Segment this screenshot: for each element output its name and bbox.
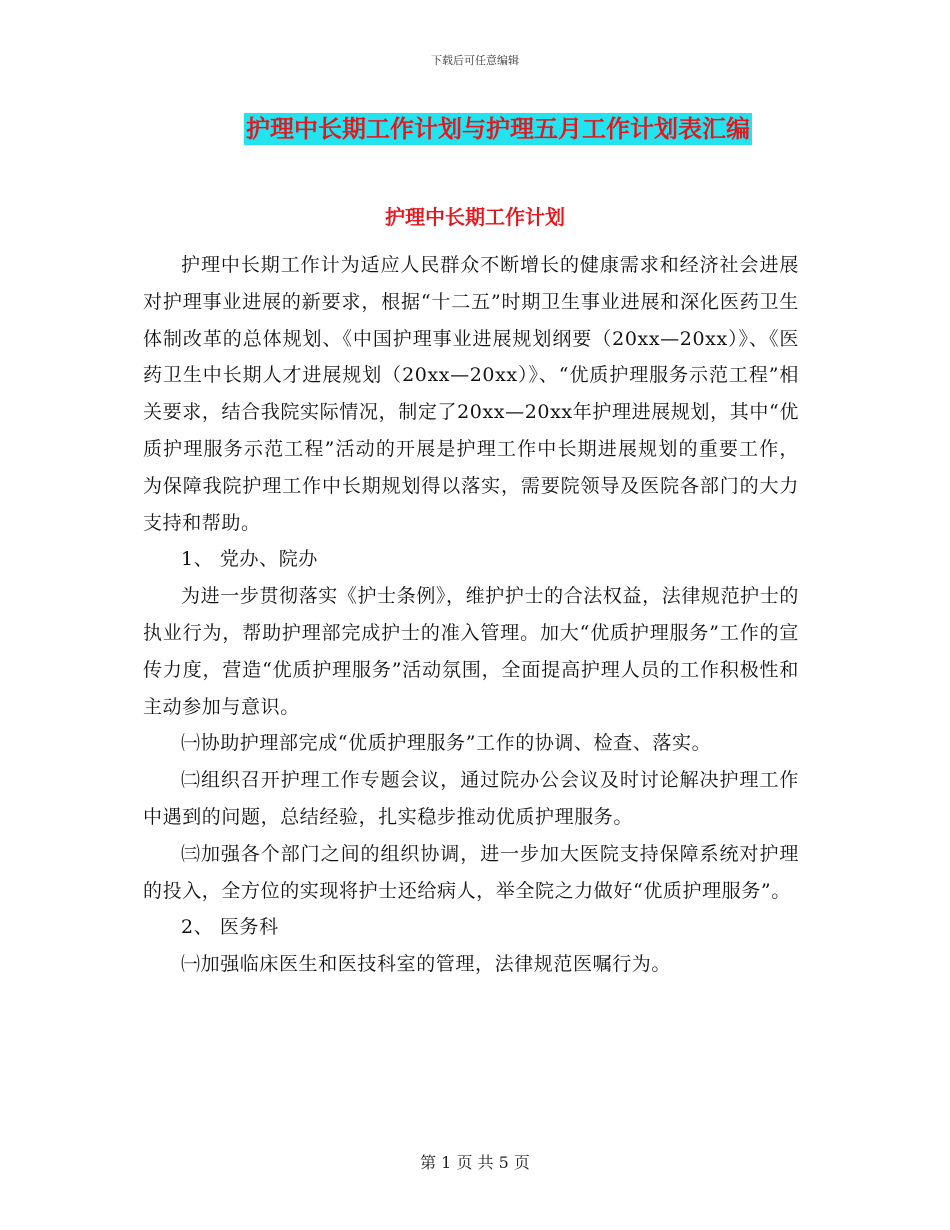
intro-paragraph: 护理中长期工作计为适应人民群众不断增长的健康需求和经济社会进展对护理事业进展的新要求，根据“十二五”时期卫生事业进展和深化医药卫生体制改革的总体规划、《中国护理事业进展规划纲要（20xx—20xx）》、《医药卫生中长期人才进展规划（20xx—20xx）》、“优质护理服务示范工程”相关要求，结合我院实际情况，制定了20xx—20xx年护理进展规划，其中“优质护理服务示范工程”活动的开展是护理工作中长期进展规划的重要工作，为保障我院护理工作中长期规划得以落实，需要院领导及医院各部门的大力支持和帮助。 bbox=[143, 254, 799, 534]
sub-item-1: ㈠协助护理部完成“优质护理服务”工作的协调、检查、落实。 bbox=[181, 732, 712, 755]
sub-item-3: ㈢加强各个部门之间的组织协调，进一步加大医院支持保障系统对护理的投入，全方位的实现将护士还给病人，举全院之力做好“优质护理服务”。 bbox=[143, 842, 799, 902]
item-heading-medical-affairs: 2、 医务科 bbox=[181, 916, 279, 939]
document-body bbox=[143, 247, 799, 983]
header-note: 下载后可任意编辑 bbox=[431, 54, 519, 67]
page-footer: 第 1 页 共 5 页 bbox=[420, 1153, 530, 1172]
medical-affairs-sub-item-1: ㈠加强临床医生和医技科室的管理，法律规范医嘱行为。 bbox=[181, 953, 672, 976]
document-title-container bbox=[0, 113, 950, 145]
party-office-paragraph: 为进一步贯彻落实《护士条例》，维护护士的合法权益，法律规范护士的执业行为，帮助护理部完成护士的准入管理。加大“优质护理服务”工作的宣传力度，营造“优质护理服务”活动氛围，全面提高护理人员的工作积极性和主动参加与意识。 bbox=[143, 585, 799, 718]
item-heading-party-office: 1、 党办、院办 bbox=[181, 548, 318, 571]
document-title: 护理中长期工作计划与护理五月工作计划表汇编 bbox=[246, 114, 750, 143]
sub-item-2: ㈡组织召开护理工作专题会议，通过院办公会议及时讨论解决护理工作中遇到的问题，总结经验，扎实稳步推动优质护理服务。 bbox=[143, 769, 799, 828]
section-title: 护理中长期工作计划 bbox=[385, 205, 565, 229]
